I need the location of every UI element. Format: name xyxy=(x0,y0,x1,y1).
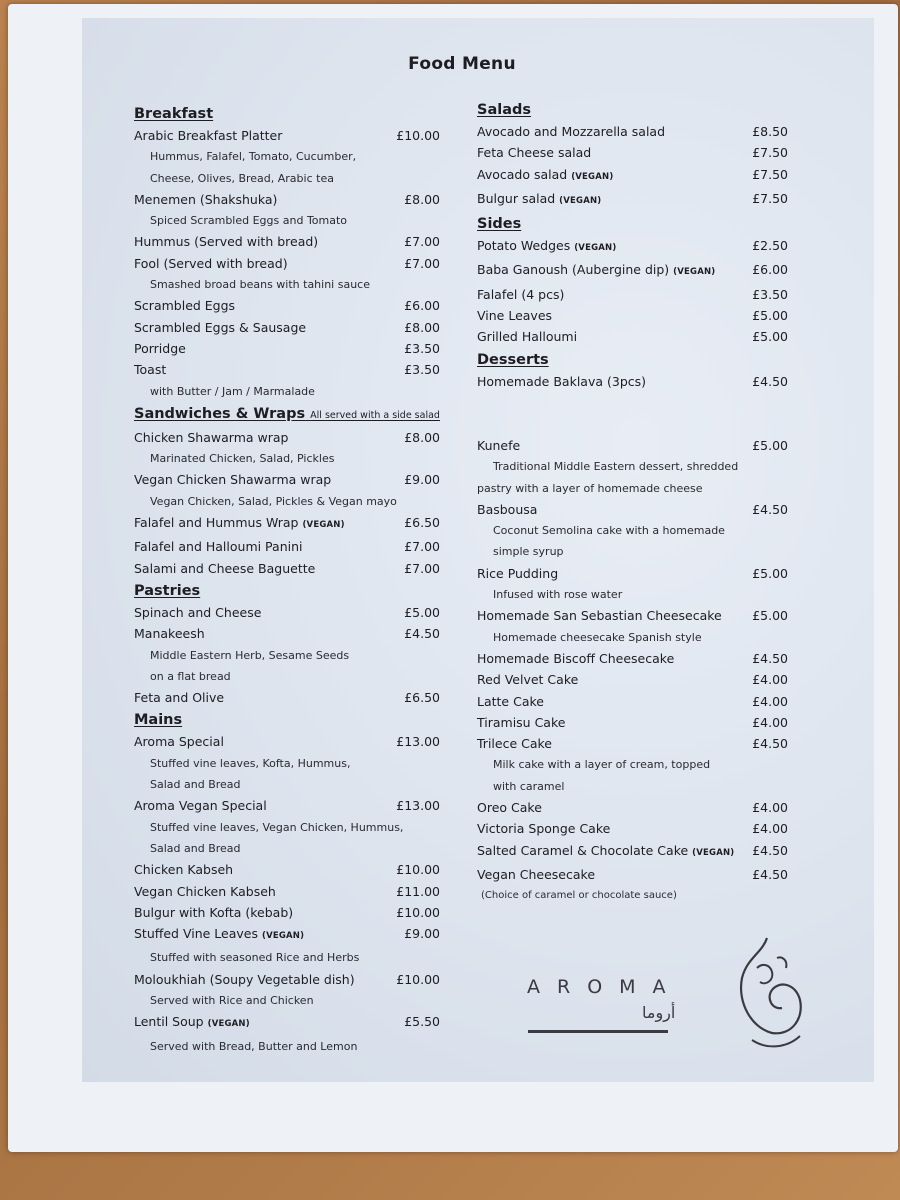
vegan-tag: (VEGAN) xyxy=(261,931,305,942)
item-name xyxy=(477,284,564,305)
menu-item xyxy=(134,125,444,146)
item-price: £10.00 xyxy=(396,128,440,143)
item-name xyxy=(477,648,674,669)
left-column xyxy=(134,102,444,1057)
item-name xyxy=(477,142,591,163)
item-description: Salad and Bread xyxy=(150,841,241,855)
item-name xyxy=(134,231,318,252)
item-name xyxy=(134,427,288,448)
item-name-text: Moloukhiah (Soupy Vegetable dish) xyxy=(134,971,355,987)
item-name-text: Aroma Special xyxy=(134,734,224,750)
item-price: £11.00 xyxy=(396,883,440,899)
item-price: £4.00 xyxy=(752,693,788,709)
item-price: £8.50 xyxy=(752,124,788,139)
item-price: £7.00 xyxy=(404,255,440,271)
brand-arabic: أروما xyxy=(642,1003,676,1022)
item-description: simple syrup xyxy=(493,545,564,559)
item-name-text: Kunefe xyxy=(477,437,521,453)
item-price: £4.50 xyxy=(752,650,788,666)
item-name xyxy=(477,691,544,712)
item-name-text: Hummus (Served with bread) xyxy=(134,234,319,250)
item-price: £3.50 xyxy=(752,286,788,302)
menu-item xyxy=(134,923,444,947)
item-name-text: Feta and Olive xyxy=(134,690,225,706)
menu-item xyxy=(134,189,444,210)
item-name xyxy=(134,536,303,557)
menu-item xyxy=(477,563,792,584)
item-description: Homemade cheesecake Spanish style xyxy=(493,630,702,644)
item-price: £6.00 xyxy=(752,262,788,278)
item-price: £5.00 xyxy=(752,608,788,624)
item-name xyxy=(477,259,715,283)
item-price: £7.00 xyxy=(404,234,440,250)
menu-item xyxy=(134,317,444,338)
menu-item xyxy=(477,235,792,259)
menu-item xyxy=(134,1011,444,1035)
item-name xyxy=(134,795,267,816)
menu-item xyxy=(477,164,792,188)
brand-underline xyxy=(528,1030,668,1033)
item-name-text: Arabic Breakfast Platter xyxy=(134,128,283,143)
item-description: Served with Rice and Chicken xyxy=(150,993,314,1007)
menu-item xyxy=(477,188,792,212)
item-name-text: Aroma Vegan Special xyxy=(134,798,267,814)
item-name-text: Baba Ganoush (Aubergine dip) xyxy=(477,262,670,278)
menu-item xyxy=(134,359,444,380)
item-name-text: Rice Pudding xyxy=(477,565,559,581)
item-name-text: Tiramisu Cake xyxy=(477,714,566,730)
item-price: £5.00 xyxy=(752,437,788,453)
menu-item xyxy=(477,818,792,839)
item-price: £6.00 xyxy=(404,298,440,314)
menu-item xyxy=(477,669,792,690)
item-name xyxy=(477,371,646,392)
item-name-text: Lentil Soup xyxy=(134,1014,204,1030)
item-description: on a flat bread xyxy=(150,669,231,683)
item-price: £4.50 xyxy=(752,373,788,389)
item-name-text: Falafel and Hummus Wrap xyxy=(134,515,299,531)
item-name xyxy=(477,733,552,754)
item-description: Marinated Chicken, Salad, Pickles xyxy=(150,452,335,466)
item-name xyxy=(477,499,537,520)
item-price: £7.50 xyxy=(752,166,788,182)
menu-item xyxy=(477,259,792,283)
item-price: £5.00 xyxy=(752,565,788,581)
item-description: Stuffed vine leaves, Vegan Chicken, Hummus, xyxy=(150,820,404,834)
menu-item xyxy=(134,427,444,448)
item-price: £7.00 xyxy=(404,539,440,555)
item-price: £9.00 xyxy=(404,472,440,488)
item-name xyxy=(134,902,293,923)
item-name xyxy=(134,623,205,644)
section-breakfast-list xyxy=(134,125,444,402)
item-name xyxy=(134,731,224,752)
item-name-text: Avocado salad xyxy=(477,166,568,182)
item-name-text: Latte Cake xyxy=(477,693,544,709)
section-sandwiches-heading: Sandwiches & Wraps All served with a side salad xyxy=(134,405,440,422)
menu-item xyxy=(477,371,792,392)
item-price: £4.00 xyxy=(752,672,788,688)
menu-item xyxy=(477,435,792,456)
item-name-text: Stuffed Vine Leaves xyxy=(134,926,258,942)
item-name-text: Grilled Halloumi xyxy=(477,329,578,345)
menu-item xyxy=(134,687,444,708)
item-description: Stuffed vine leaves, Kofta, Hummus, xyxy=(150,756,351,770)
item-name-text: Feta Cheese salad xyxy=(477,145,592,161)
item-name xyxy=(477,188,601,212)
item-description: Smashed broad beans with tahini sauce xyxy=(150,278,370,292)
item-price: £5.00 xyxy=(752,308,788,324)
item-price: £10.00 xyxy=(396,971,440,987)
item-name xyxy=(477,840,734,864)
item-name xyxy=(134,602,261,623)
section-mains-list xyxy=(134,731,444,1056)
item-description: with Butter / Jam / Marmalade xyxy=(150,384,315,398)
item-description: Middle Eastern Herb, Sesame Seeds xyxy=(150,648,350,662)
item-name xyxy=(134,512,345,536)
item-name xyxy=(134,469,331,490)
item-price: £4.50 xyxy=(752,842,788,858)
menu-item xyxy=(477,326,792,347)
item-price: £4.50 xyxy=(752,501,788,517)
menu-item xyxy=(477,648,792,669)
item-name-text: Homemade Biscoff Cheesecake xyxy=(477,650,675,666)
section-salads-heading: Salads xyxy=(477,102,531,118)
section-desserts-list xyxy=(477,371,792,907)
item-description: Infused with rose water xyxy=(493,588,623,602)
item-name-text: Fool (Served with bread) xyxy=(134,255,288,271)
item-name-text: Bulgur with Kofta (kebab) xyxy=(134,904,294,920)
item-name xyxy=(477,235,616,259)
menu-item xyxy=(134,795,444,816)
menu-title: Food Menu xyxy=(408,54,516,74)
item-name-text: Falafel (4 pcs) xyxy=(477,286,565,302)
item-name-text: Chicken Kabseh xyxy=(134,862,234,878)
item-price: £4.50 xyxy=(752,736,788,752)
item-name-text: Vegan Chicken Shawarma wrap xyxy=(134,472,332,488)
menu-item xyxy=(477,305,792,326)
menu-item xyxy=(477,733,792,754)
vegan-tag: (VEGAN) xyxy=(692,847,735,858)
item-description: Spiced Scrambled Eggs and Tomato xyxy=(150,214,348,228)
item-price: £4.50 xyxy=(752,866,788,882)
item-price: £6.50 xyxy=(404,515,440,531)
item-name xyxy=(134,881,276,902)
item-name xyxy=(134,969,355,990)
menu-item xyxy=(134,969,444,990)
section-sandwiches-list xyxy=(134,427,444,579)
item-name xyxy=(477,712,565,733)
item-name-text: Avocado and Mozzarella salad xyxy=(477,124,666,139)
item-name xyxy=(134,1011,250,1035)
item-name-text: Spinach and Cheese xyxy=(134,604,262,620)
menu-item xyxy=(134,731,444,752)
item-name xyxy=(477,326,577,347)
item-description: Salad and Bread xyxy=(150,778,241,792)
item-name-text: Homemade San Sebastian Cheesecake xyxy=(477,608,722,624)
item-name xyxy=(134,189,277,210)
right-column xyxy=(477,98,792,907)
item-name xyxy=(477,669,578,690)
menu-item xyxy=(134,295,444,316)
menu-item xyxy=(477,712,792,733)
item-price: £5.50 xyxy=(404,1014,440,1030)
item-name xyxy=(134,558,315,579)
menu-item xyxy=(134,253,444,274)
item-description: Traditional Middle Eastern dessert, shredded xyxy=(493,460,739,474)
item-name xyxy=(134,859,233,880)
item-price: £3.50 xyxy=(404,362,440,378)
brand-wordmark: AROMA xyxy=(527,976,683,998)
item-name-text: Homemade Baklava (3pcs) xyxy=(477,373,647,389)
item-name-text: Bulgur salad xyxy=(477,190,556,206)
item-description: Cheese, Olives, Bread, Arabic tea xyxy=(150,171,334,185)
item-name xyxy=(134,687,224,708)
menu-item xyxy=(134,512,444,536)
menu-item xyxy=(477,284,792,305)
item-description: Vegan Chicken, Salad, Pickles & Vegan mayo xyxy=(150,494,397,508)
item-name xyxy=(477,864,595,885)
item-price: £10.00 xyxy=(396,862,440,878)
item-price: £4.00 xyxy=(752,800,788,816)
section-breakfast-heading: Breakfast xyxy=(134,106,214,122)
item-description: pastry with a layer of homemade cheese xyxy=(477,481,703,495)
menu-item xyxy=(134,623,444,644)
item-name xyxy=(477,605,722,626)
vegan-tag: (VEGAN) xyxy=(302,520,345,531)
menu-item xyxy=(477,864,792,885)
item-name-text: Vegan Chicken Kabseh xyxy=(134,883,276,899)
item-name-text: Falafel and Halloumi Panini xyxy=(134,539,303,555)
menu-item xyxy=(134,338,444,359)
vegan-tag: (VEGAN) xyxy=(673,267,716,278)
item-description: with caramel xyxy=(493,779,565,793)
item-name xyxy=(134,359,166,380)
item-name-text: Manakeesh xyxy=(134,626,205,642)
item-description: (Choice of caramel or chocolate sauce) xyxy=(481,890,677,902)
item-name xyxy=(477,797,542,818)
item-name-text: Menemen (Shakshuka) xyxy=(134,191,278,207)
aroma-logo-icon xyxy=(722,928,812,1058)
item-price: £8.00 xyxy=(404,191,440,207)
item-name xyxy=(477,164,613,188)
spacer xyxy=(477,392,792,435)
item-price: £7.50 xyxy=(752,190,788,206)
menu-item xyxy=(134,558,444,579)
menu-item xyxy=(134,902,444,923)
menu-item xyxy=(134,602,444,623)
item-name-text: Red Velvet Cake xyxy=(477,672,579,688)
item-name-text: Salted Caramel & Chocolate Cake xyxy=(477,842,689,858)
item-name xyxy=(477,121,665,142)
item-name-text: Oreo Cake xyxy=(477,800,542,816)
item-name xyxy=(134,317,306,338)
section-mains-heading: Mains xyxy=(134,712,183,729)
vegan-tag: (VEGAN) xyxy=(559,195,602,206)
item-price: £5.00 xyxy=(752,329,788,345)
item-name xyxy=(477,818,610,839)
item-price: £5.00 xyxy=(404,604,440,620)
section-sides-list xyxy=(477,235,792,347)
item-price: £4.00 xyxy=(752,821,788,837)
menu-item xyxy=(477,840,792,864)
section-desserts-heading: Desserts xyxy=(477,351,549,368)
item-name-text: Porridge xyxy=(134,340,186,356)
vegan-tag: (VEGAN) xyxy=(571,171,614,182)
item-name-text: Scrambled Eggs xyxy=(134,298,236,314)
menu-item xyxy=(477,499,792,520)
item-name xyxy=(477,305,552,326)
item-name-text: Toast xyxy=(134,362,167,378)
item-name-text: Potato Wedges xyxy=(477,238,571,254)
item-price: £13.00 xyxy=(396,798,440,814)
item-name-text: Victoria Sponge Cake xyxy=(477,821,611,837)
item-name-text: Chicken Shawarma wrap xyxy=(134,429,289,445)
menu-item xyxy=(134,881,444,902)
menu-item xyxy=(477,121,792,142)
menu-paper xyxy=(82,18,874,1082)
item-name-text: Trilece Cake xyxy=(477,736,552,752)
menu-item xyxy=(134,536,444,557)
section-sides-heading: Sides xyxy=(477,216,522,233)
menu-item xyxy=(477,797,792,818)
item-price: £2.50 xyxy=(752,238,788,254)
item-price: £3.50 xyxy=(404,340,440,356)
menu-item xyxy=(134,231,444,252)
menu-item xyxy=(477,691,792,712)
section-note: All served with a side salad xyxy=(310,409,440,421)
vegan-tag: (VEGAN) xyxy=(207,1019,250,1030)
item-description: Coconut Semolina cake with a homemade xyxy=(493,524,725,538)
menu-item xyxy=(134,859,444,880)
item-name xyxy=(477,435,520,456)
item-name xyxy=(134,125,282,146)
item-name-text: Vegan Cheesecake xyxy=(477,866,596,882)
item-name-text: Scrambled Eggs & Sausage xyxy=(134,319,307,335)
vegan-tag: (VEGAN) xyxy=(574,243,617,254)
menu-item xyxy=(477,142,792,163)
section-pastries-heading: Pastries xyxy=(134,582,201,599)
menu-item xyxy=(477,605,792,626)
item-price: £8.00 xyxy=(404,429,440,445)
item-price: £7.50 xyxy=(752,145,788,161)
item-name xyxy=(134,338,186,359)
section-salads-list xyxy=(477,121,792,212)
item-name xyxy=(134,923,304,947)
item-name-text: Salami and Cheese Baguette xyxy=(134,560,316,576)
item-name xyxy=(477,563,558,584)
item-price: £10.00 xyxy=(396,904,440,920)
section-pastries-list xyxy=(134,602,444,708)
menu-item xyxy=(134,469,444,490)
item-price: £8.00 xyxy=(404,319,440,335)
item-price: £4.00 xyxy=(752,714,788,730)
item-name-text: Basbousa xyxy=(477,501,538,517)
item-name xyxy=(134,253,288,274)
item-description: Milk cake with a layer of cream, topped xyxy=(493,758,711,772)
item-price: £9.00 xyxy=(404,926,440,942)
item-description: Served with Bread, Butter and Lemon xyxy=(150,1039,358,1053)
item-description: Stuffed with seasoned Rice and Herbs xyxy=(150,951,360,965)
item-description: Hummus, Falafel, Tomato, Cucumber, xyxy=(150,150,357,164)
item-price: £6.50 xyxy=(404,690,440,706)
item-name xyxy=(134,295,235,316)
item-name-text: Vine Leaves xyxy=(477,308,553,324)
item-price: £4.50 xyxy=(404,626,440,642)
item-price: £13.00 xyxy=(396,734,440,750)
item-price: £7.00 xyxy=(404,560,440,576)
